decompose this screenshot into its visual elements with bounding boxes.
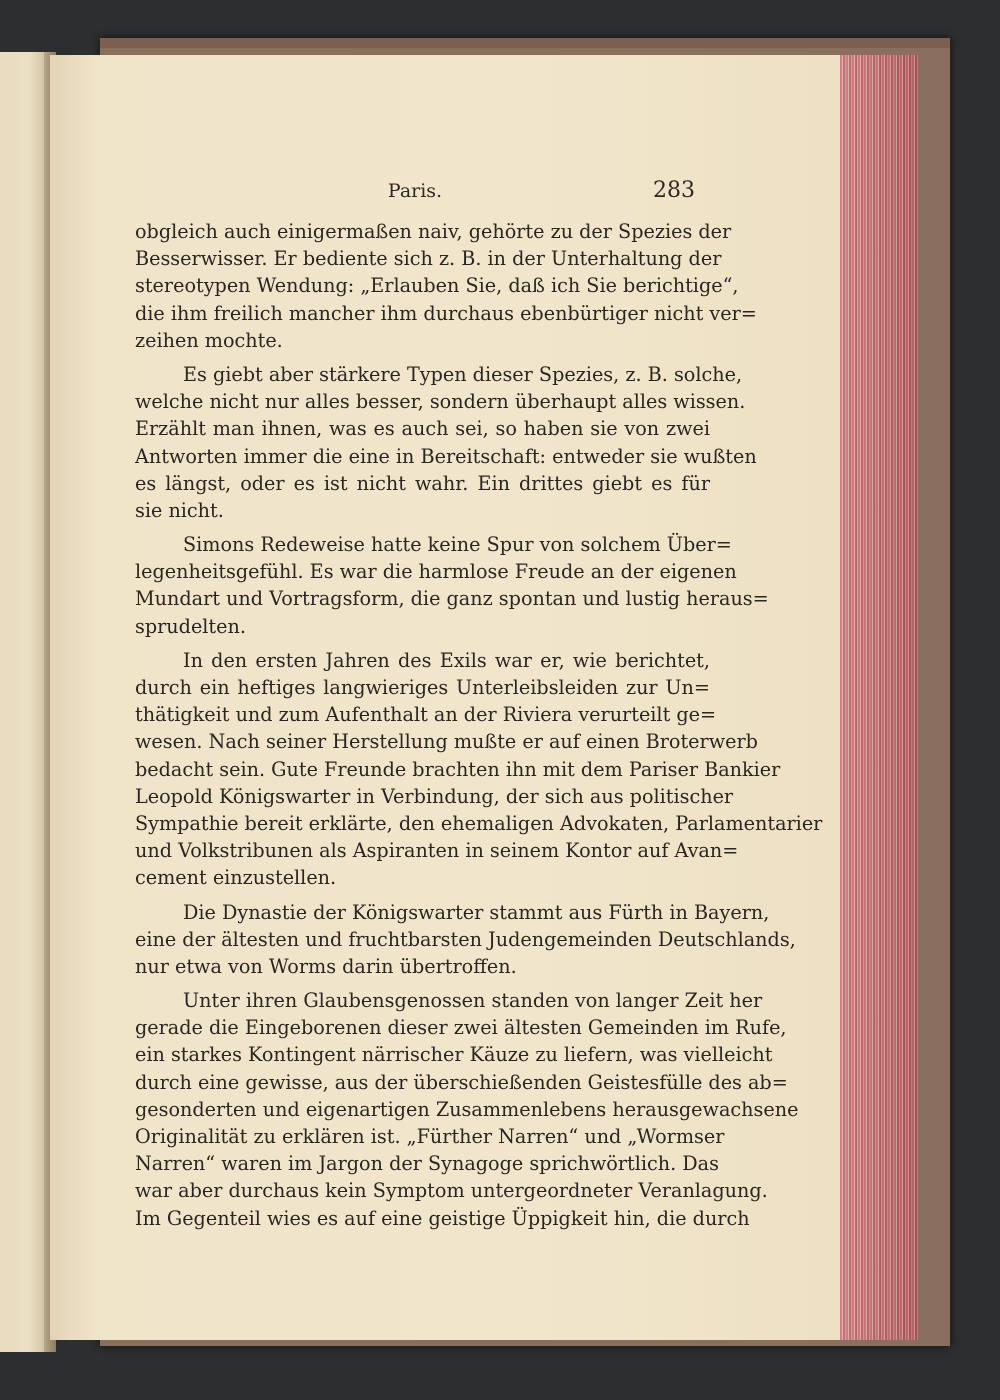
text-line: Leopold Königswarter in Verbindung, der sich aus politischer <box>135 784 734 808</box>
text-line: eine der ältesten und fruchtbarsten Judengemeinden Deutschlands, <box>135 927 796 951</box>
paragraph-gap <box>135 524 710 531</box>
paragraph-gap <box>135 892 710 899</box>
text-line: gerade die Eingeborenen dieser zwei ältesten Gemeinden im Rufe, <box>135 1016 787 1040</box>
text-line: sprudelten. <box>135 614 246 638</box>
paragraph <box>135 361 757 524</box>
page-header <box>135 180 695 210</box>
text-line: und Volkstribunen als Aspiranten in seinem Kontor auf Avan= <box>135 839 739 863</box>
text-line: Simons Redeweise hatte keine Spur von solchem Über= <box>183 533 732 557</box>
text-line: thätigkeit und zum Aufenthalt an der Riviera verurteilt ge= <box>135 703 717 727</box>
text-line: Narren“ waren im Jargon der Synagoge sprichwörtlich. Das <box>135 1152 719 1176</box>
paragraph-gap <box>135 354 710 361</box>
text-line: cement einzustellen. <box>135 866 337 890</box>
paragraph <box>135 218 757 354</box>
text-line: Unter ihren Glaubensgenossen standen von langer Zeit her <box>183 989 763 1013</box>
text-line: Mundart und Vortragsform, die ganz spontan und lustig heraus= <box>135 587 769 611</box>
text-line: stereotypen Wendung: „Erlauben Sie, daß ich Sie berichtige“, <box>135 274 739 298</box>
paragraph <box>135 531 769 640</box>
text-line: war aber durchaus kein Symptom untergeordneter Veranlagung. <box>135 1179 768 1203</box>
text-line: sie nicht. <box>135 498 224 522</box>
text-line: Besserwisser. Er bediente sich z. B. in der Unterhaltung der <box>135 247 722 271</box>
facing-page <box>0 52 50 1352</box>
text-line: Sympathie bereit erklärte, den ehemaligen Advokaten, Parlamentarier <box>135 811 823 835</box>
text-line: die ihm freilich mancher ihm durchaus ebenbürtiger nicht ver= <box>135 301 757 325</box>
text-line: nur etwa von Worms darin übertroffen. <box>135 954 517 978</box>
paragraph <box>135 899 796 981</box>
text-line: gesonderten und eigenartigen Zusammenlebens herausgewachsene <box>135 1097 799 1121</box>
paragraph <box>135 987 799 1232</box>
running-head: Paris. <box>387 180 443 202</box>
paragraph-gap <box>135 980 710 987</box>
text-line: Die Dynastie der Königswarter stammt aus Fürth in Bayern, <box>183 900 770 924</box>
text-line: es längst, oder es ist nicht wahr. Ein drittes giebt es für <box>135 471 710 495</box>
text-line: Antworten immer die eine in Bereitschaft: entweder sie wußten <box>135 444 757 468</box>
text-line: Erzählt man ihnen, was es auch sei, so haben sie von zwei <box>135 417 710 441</box>
text-line: wesen. Nach seiner Herstellung mußte er auf einen Broterwerb <box>135 730 758 754</box>
text-line: welche nicht nur alles besser, sondern überhaupt alles wissen. <box>135 390 746 414</box>
text-line: Es giebt aber stärkere Typen dieser Spezies, z. B. solche, <box>183 362 743 386</box>
text-line: Im Gegenteil wies es auf eine geistige Üppigkeit hin, die durch <box>135 1206 750 1230</box>
text-line: zeihen mochte. <box>135 328 283 352</box>
text-line: durch ein heftiges langwieriges Unterleibsleiden zur Un= <box>135 676 710 699</box>
text-line: legenheitsgefühl. Es war die harmlose Freude an der eigenen <box>135 560 737 584</box>
text-line: bedacht sein. Gute Freunde brachten ihn mit dem Pariser Bankier <box>135 757 781 781</box>
text-line: In den ersten Jahren des Exils war er, wie berichtet, <box>183 648 710 672</box>
book-cover-edge <box>100 38 950 48</box>
text-line: obgleich auch einigermaßen naiv, gehörte zu der Spezies der <box>135 220 732 243</box>
page-edges-shade <box>840 55 918 1340</box>
paragraph <box>135 647 823 892</box>
paragraph-gap <box>135 640 710 647</box>
text-line: durch eine gewisse, aus der überschießenden Geistesfülle des ab= <box>135 1070 788 1094</box>
body-text <box>135 218 823 1232</box>
text-line: Originalität zu erklären ist. „Fürther Narren“ und „Wormser <box>135 1125 725 1148</box>
page-number: 283 <box>653 178 695 203</box>
text-line: ein starkes Kontingent närrischer Käuze zu liefern, was vielleicht <box>135 1043 773 1067</box>
